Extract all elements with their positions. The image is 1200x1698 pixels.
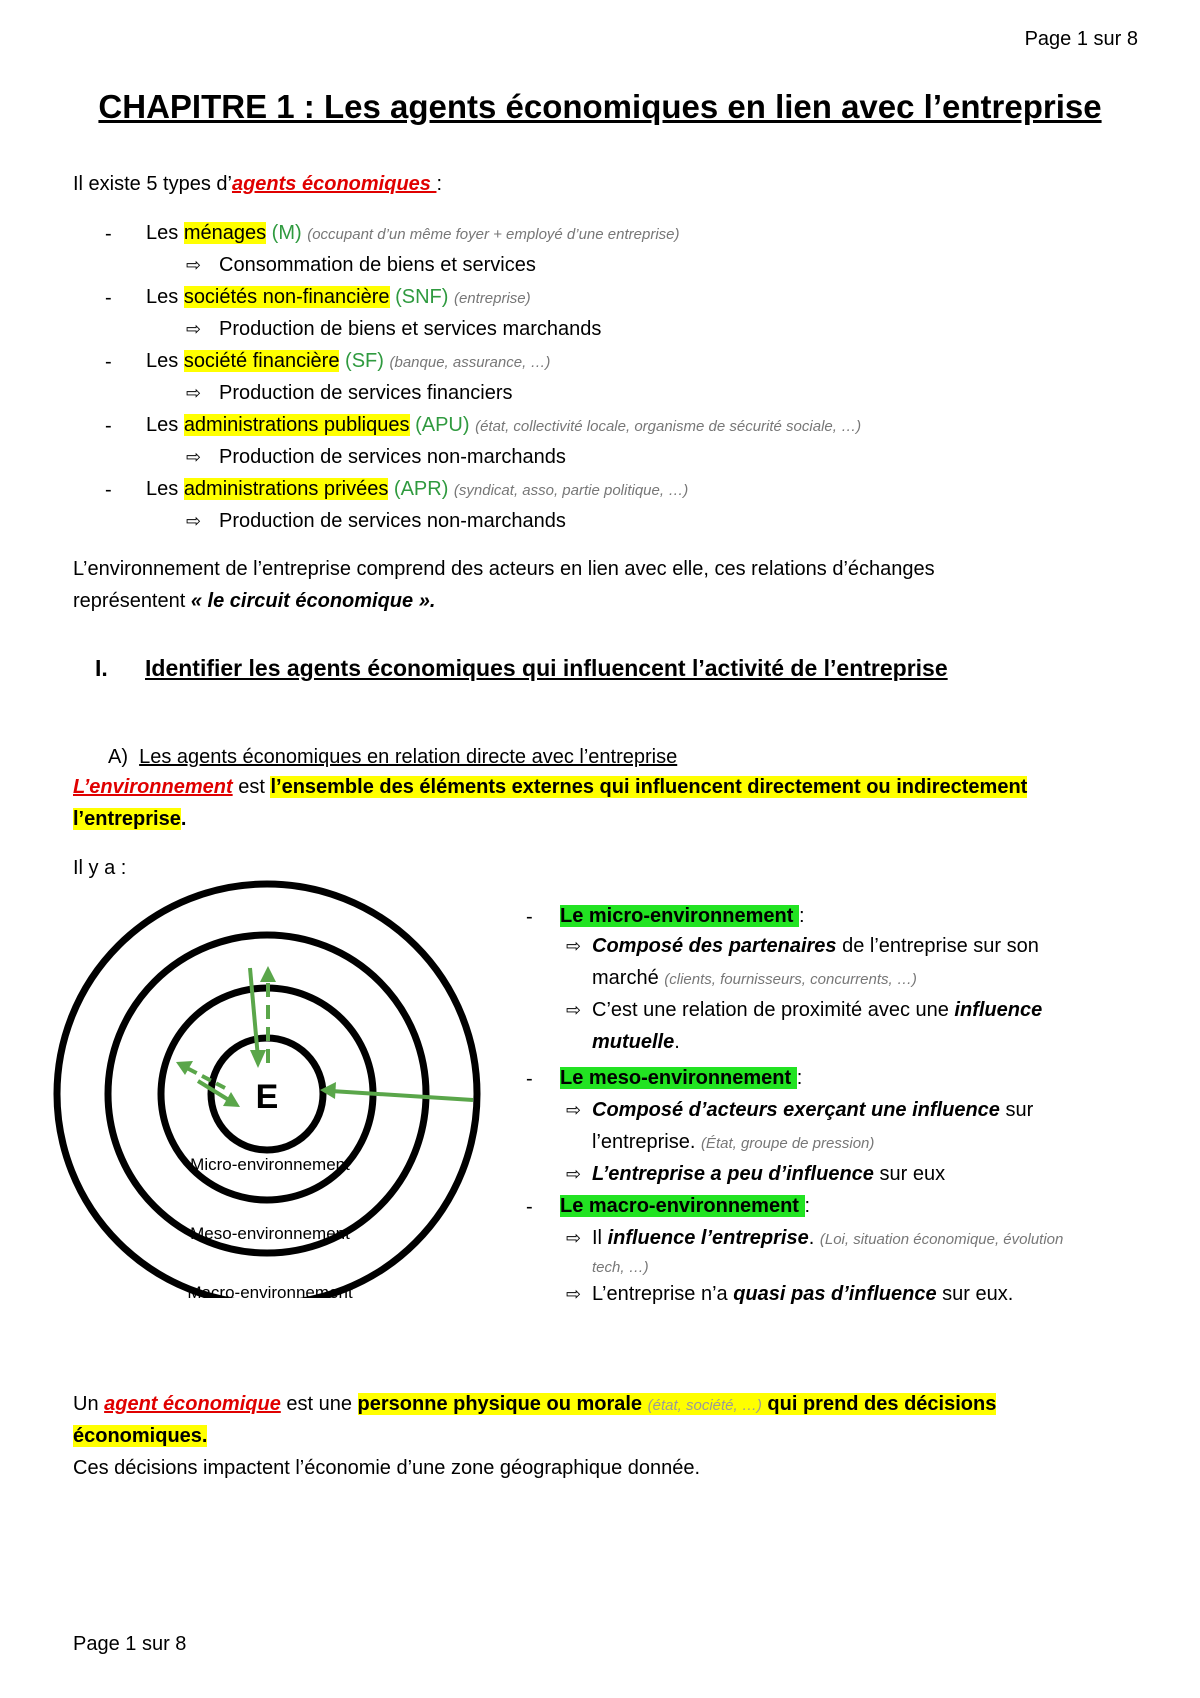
bullet-dash: -: [105, 415, 112, 437]
agents-term: agents économiques: [231, 173, 437, 195]
agent-item: Les société financière (SF) (banque, assurance, …): [146, 350, 551, 372]
arrow-icon: ⇨: [186, 255, 202, 275]
env-item-cont: marché (clients, fournisseurs, concurrents, …): [592, 967, 917, 989]
arrow-head: [260, 966, 276, 982]
agent-definition-line2: économiques.: [73, 1425, 208, 1447]
page-number-bottom: Page 1 sur 8: [73, 1633, 187, 1655]
arrow-icon: ⇨: [566, 1000, 582, 1020]
il-y-a-label: Il y a :: [73, 857, 127, 879]
subsection-heading: A) Les agents économiques en relation directe avec l’entreprise: [108, 746, 678, 768]
intro-line: Il existe 5 types d’agents économiques :: [73, 173, 443, 195]
env-paragraph-line1: L’environnement de l’entreprise comprend des acteurs en lien avec elle, ces relations d’échanges: [73, 558, 935, 580]
agent-sub: Consommation de biens et services: [219, 254, 536, 276]
ring-label-meso: Meso-environnement: [190, 1224, 350, 1243]
env-item-cont: l’entreprise. (État, groupe de pression): [592, 1131, 875, 1153]
env-item: Composé d’acteurs exerçant une influence sur: [592, 1099, 1034, 1121]
ring-label-macro: Macro-environnement: [187, 1283, 353, 1298]
arrow-icon: ⇨: [566, 1100, 582, 1120]
agent-sub: Production de services financiers: [219, 382, 513, 404]
env-item: Il influence l’entreprise. (Loi, situation économique, évolution: [592, 1227, 1064, 1249]
agent-sub: Production de services non-marchands: [219, 446, 566, 468]
agent-item: Les administrations publiques (APU) (état, collectivité locale, organisme de sécurité sociale, …): [146, 414, 862, 436]
bullet-dash: -: [105, 351, 112, 373]
environment-diagram: [25, 858, 485, 1298]
arrow-icon: ⇨: [566, 1284, 582, 1304]
env-definition-line2: l’entreprise.: [73, 808, 187, 830]
arrow-icon: ⇨: [566, 1228, 582, 1248]
bullet-dash: -: [105, 479, 112, 501]
env-item: L’entreprise n’a quasi pas d’influence sur eux.: [592, 1283, 1014, 1305]
bullet-dash: -: [105, 223, 112, 245]
page-number-top: Page 1 sur 8: [1024, 28, 1138, 50]
agent-item: Les sociétés non-financière (SNF) (entreprise): [146, 286, 531, 308]
bullet-dash: -: [526, 906, 533, 928]
agent-item: Les administrations privées (APR) (syndicat, asso, partie politique, …): [146, 478, 689, 500]
arrow-icon: ⇨: [186, 447, 202, 467]
agent-definition-line3: Ces décisions impactent l’économie d’une zone géographique donnée.: [73, 1457, 701, 1479]
arrow-head: [250, 1050, 266, 1068]
env-definition-line1: L’environnement est l’ensemble des éléments externes qui influencent directement ou indirectement: [73, 776, 1028, 798]
agent-item: Les ménages (M) (occupant d’un même foyer + employé d’une entreprise): [146, 222, 680, 244]
arrow-line: [331, 1091, 473, 1100]
env-item: Composé des partenaires de l’entreprise sur son: [592, 935, 1039, 957]
arrow-icon: ⇨: [186, 383, 202, 403]
agent-sub: Production de services non-marchands: [219, 510, 566, 532]
bullet-dash: -: [526, 1196, 533, 1218]
section-heading: I. Identifier les agents économiques qui influencent l’activité de l’entreprise: [95, 655, 948, 681]
arrow-icon: ⇨: [566, 1164, 582, 1184]
ring-label-micro: Micro-environnement: [190, 1155, 350, 1174]
page-title: CHAPITRE 1 : Les agents économiques en lien avec l’entreprise: [98, 88, 1102, 125]
arrow-icon: ⇨: [186, 319, 202, 339]
bullet-dash: -: [105, 287, 112, 309]
env-item: C’est une relation de proximité avec une influence: [592, 999, 1043, 1021]
arrow-icon: ⇨: [186, 511, 202, 531]
arrow-line: [250, 968, 258, 1058]
env-title-macro: Le macro-environnement :: [560, 1195, 811, 1217]
bullet-dash: -: [526, 1068, 533, 1090]
env-item-cont: mutuelle.: [592, 1031, 680, 1053]
env-item-cont: tech, …): [592, 1259, 649, 1276]
env-paragraph-line2: représentent « le circuit économique ».: [73, 590, 436, 612]
env-title-meso: Le meso-environnement :: [560, 1067, 803, 1089]
env-item: L’entreprise a peu d’influence sur eux: [592, 1163, 946, 1185]
env-title-micro: Le micro-environnement :: [560, 905, 805, 927]
center-label: E: [255, 1078, 279, 1116]
agent-definition-line1: Un agent économique est une personne physique ou morale (état, société, …) qui prend des décisions: [73, 1393, 997, 1415]
agent-sub: Production de biens et services marchands: [219, 318, 602, 340]
arrow-icon: ⇨: [566, 936, 582, 956]
